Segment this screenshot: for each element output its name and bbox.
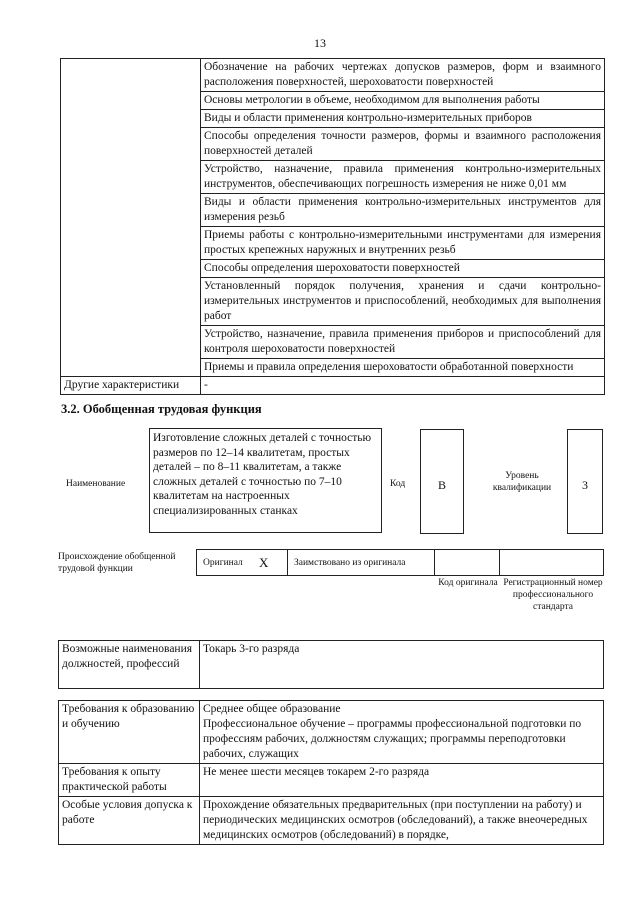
education-value	[200, 701, 604, 764]
requirements-table	[58, 700, 604, 845]
education-line: Профессиональное обучение – программы профессиональной подготовки по профессиям рабочих, должностям служащих; программы переподготовки рабочих, служащих	[203, 718, 582, 760]
admission-value: Прохождение обязательных предварительных (при поступлении на работу) и периодических медицинских осмотров (обследований), а также внеочередных медицинских осмотров (обследований) в порядке,	[200, 797, 604, 845]
knowledge-row: Обозначение на рабочих чертежах допусков размеров, форм и взаимного расположения поверхностей, шероховатости поверхностей	[201, 59, 605, 92]
borrowed-label: Заимствовано из оригинала	[294, 558, 406, 568]
knowledge-row: Виды и области применения контрольно-измерительных инструментов для измерения резьб	[201, 194, 605, 227]
original-code-cell	[434, 549, 500, 576]
level-value-box: 3	[567, 429, 603, 534]
education-label: Требования к образованию и обучению	[59, 701, 200, 764]
knowledge-row: Способы определения точности размеров, формы и взаимного расположения поверхностей деталей	[201, 128, 605, 161]
function-name-box: Изготовление сложных деталей с точностью размеров по 12–14 квалитетам, простых деталей – по 8–11 квалитетам, а также сложных деталей с точностью по 7–10 квалитетам на настроенных специализированных станках	[149, 428, 382, 533]
other-characteristics-value: -	[201, 377, 605, 395]
original-mark: X	[259, 555, 269, 570]
knowledge-row: Установленный порядок получения, хранения и сдачи контрольно-измерительных инструментов и приспособлений, необходимых для выполнения работ	[201, 278, 605, 326]
knowledge-label-cell	[61, 59, 201, 377]
professions-label: Возможные наименования должностей, профессий	[59, 641, 200, 689]
knowledge-row: Приемы работы с контрольно-измерительными инструментами для измерения простых крепежных наружных и внутренних резьб	[201, 227, 605, 260]
code-value-box: В	[420, 429, 464, 534]
borrowed-cell	[287, 549, 435, 576]
knowledge-row: Приемы и правила определения шероховатости обработанной поверхности	[201, 359, 605, 377]
original-label: Оригинал	[203, 558, 243, 568]
knowledge-table	[60, 58, 605, 395]
knowledge-row: Устройство, назначение, правила применения приборов и приспособлений для контроля шероховатости поверхностей	[201, 326, 605, 359]
original-cell	[196, 549, 288, 576]
professions-value: Токарь 3-го разряда	[200, 641, 604, 689]
professions-table	[58, 640, 604, 689]
code-label: Код	[390, 479, 406, 489]
experience-value: Не менее шести месяцев токарем 2-го разряда	[200, 764, 604, 797]
origin-row	[196, 549, 604, 576]
registration-number-cell	[499, 549, 604, 576]
admission-label: Особые условия допуска к работе	[59, 797, 200, 845]
original-code-caption: Код оригинала	[438, 578, 498, 588]
registration-number-caption: Регистрационный номер профессионального стандарта	[503, 578, 603, 612]
origin-label: Происхождение обобщенной трудовой функции	[58, 552, 176, 574]
level-label: Уровень квалификации	[492, 471, 552, 493]
page-number: 13	[314, 36, 326, 50]
knowledge-row: Виды и области применения контрольно-измерительных приборов	[201, 110, 605, 128]
section-heading: 3.2. Обобщенная трудовая функция	[61, 402, 262, 416]
knowledge-row: Способы определения шероховатости поверхностей	[201, 260, 605, 278]
knowledge-row: Устройство, назначение, правила применения контрольно-измерительных инструментов, обеспечивающих погрешность измерения не ниже 0,01 мм	[201, 161, 605, 194]
name-label: Наименование	[66, 479, 126, 489]
education-line: Среднее общее образование	[203, 703, 341, 715]
knowledge-row: Основы метрологии в объеме, необходимом для выполнения работы	[201, 92, 605, 110]
other-characteristics-label: Другие характеристики	[61, 377, 201, 395]
experience-label: Требования к опыту практической работы	[59, 764, 200, 797]
